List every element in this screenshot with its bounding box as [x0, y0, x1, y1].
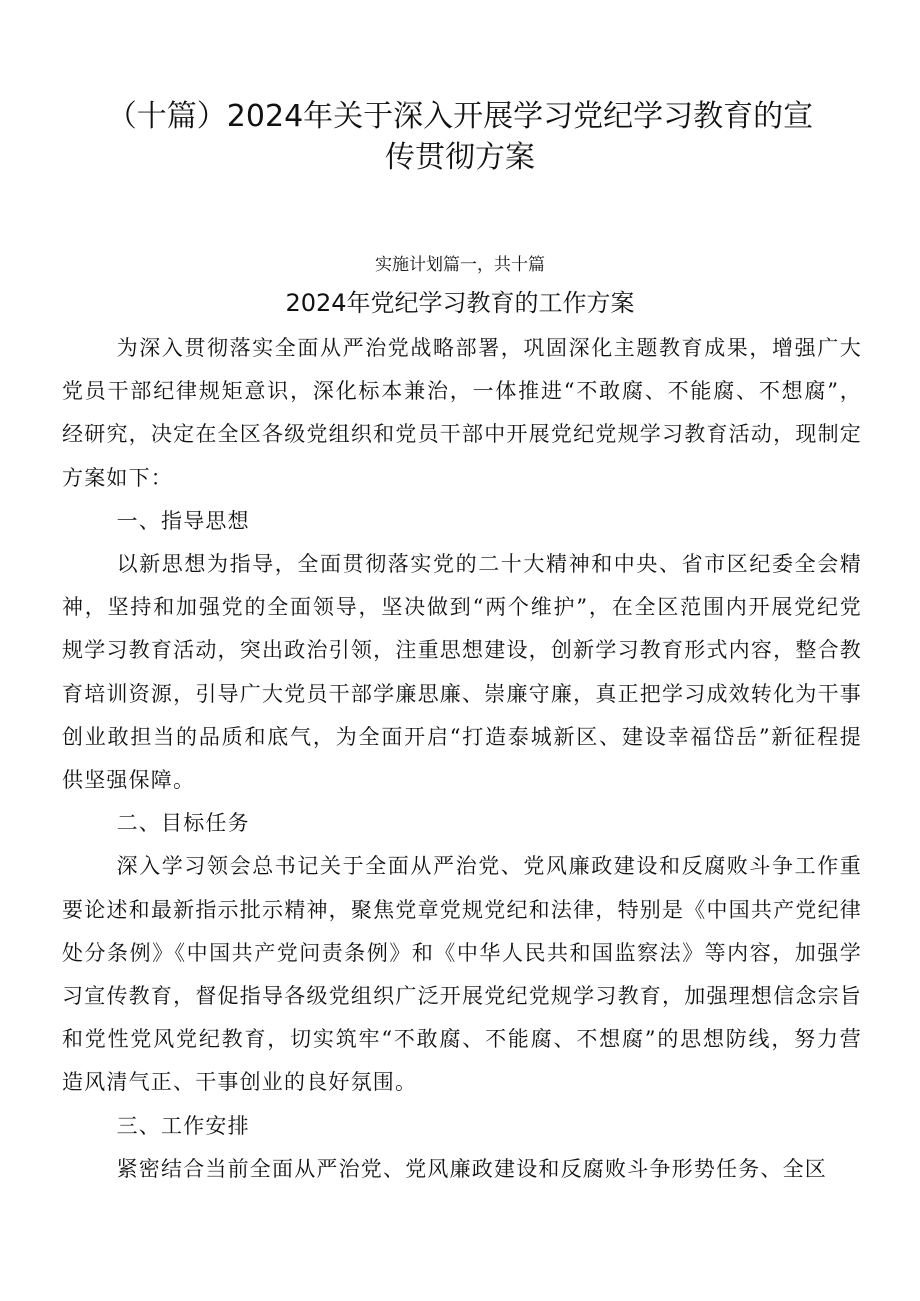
paragraph-guiding-ideology: 以新思想为指导，全面贯彻落实党的二十大精神和中央、省市区纪委全会精神，坚持和加强党的全面领导，坚决做到“两个维护”，在全区范围内开展党纪党规学习教育活动，突出政治引领，注重思想建设，创新学习教育形式内容，整合教育培训资源，引导广大党员干部学廉思廉、崇廉守廉，真正把学习成效转化为干事创业敢担当的品质和底气，为全面开启“打造泰城新区、建设幸福岱岳”新征程提供坚强保障。 [62, 552, 862, 793]
section-title: 2024年党纪学习教育的工作方案 [285, 289, 635, 317]
heading-work-arrangement: 三、工作安排 [116, 1113, 250, 1138]
heading-goals-tasks: 二、目标任务 [116, 811, 250, 836]
paragraph-intro: 为深入贯彻落实全面从严治党战略部署，巩固深化主题教育成果，增强广大党员干部纪律规矩意识，深化标本兼治，一体推进“不敢腐、不能腐、不想腐”，经研究，决定在全区各级党组织和党员干部中开展党纪党规学习教育活动，现制定方案如下： [62, 336, 862, 490]
paragraph-goals-tasks: 深入学习领会总书记关于全面从严治党、党风廉政建设和反腐败斗争工作重要论述和最新指示批示精神，聚焦党章党规党纪和法律，特别是《中国共产党纪律处分条例》《中国共产党问责条例》和《中华人民共和国监察法》等内容，加强学习宣传教育，督促指导各级党组织广泛开展党纪党规学习教育，加强理想信念宗旨和党性党风党纪教育，切实筑牢“不敢腐、不能腐、不想腐”的思想防线，努力营造风清气正、干事创业的良好氛围。 [62, 854, 862, 1095]
document-title [60, 96, 860, 178]
document-title-line-1: （十篇）2024年关于深入开展学习党纪学习教育的宣 [106, 99, 814, 134]
document-title-line-2: 传贯彻方案 [385, 140, 535, 175]
heading-guiding-ideology: 一、指导思想 [116, 508, 250, 533]
document-body [62, 327, 862, 1191]
document-subtitle: 实施计划篇一，共十篇 [375, 255, 545, 275]
paragraph-work-arrangement: 紧密结合当前全面从严治党、党风廉政建设和反腐败斗争形势任务、全区 [116, 1156, 827, 1181]
